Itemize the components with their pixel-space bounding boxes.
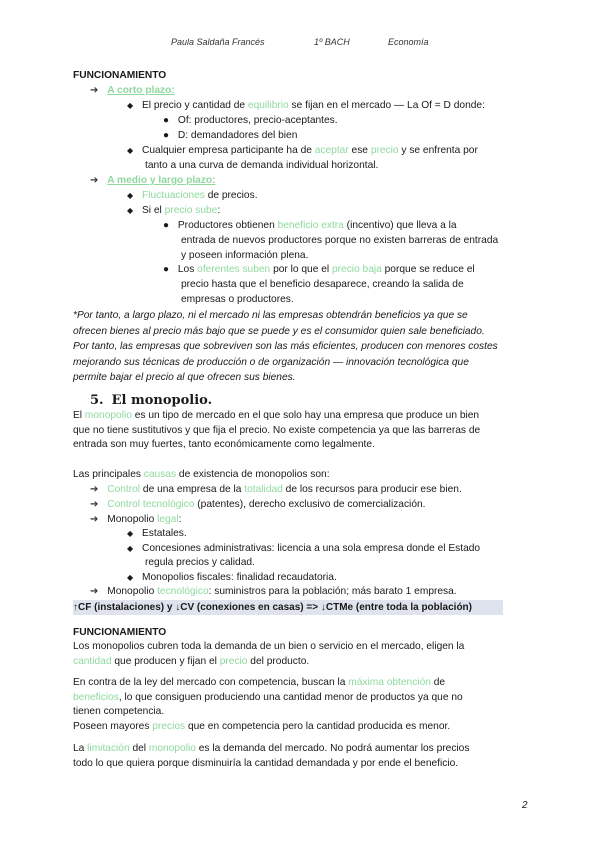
arrow-right-icon: ➔: [90, 175, 99, 186]
list-item: ◆ Concesiones administrativas: licencia a una sola empresa donde el Estado: [127, 543, 481, 554]
arrow-right-icon: ➔: [90, 499, 99, 510]
list-item: ● Of: productores, precio-aceptantes.: [163, 115, 338, 126]
funcionamiento-heading-2: FUNCIONAMIENTO: [73, 627, 167, 638]
list-item: ● Productores obtienen beneficio extra (incentivo) que lleva a la: [163, 220, 457, 231]
page-number: 2: [522, 800, 528, 811]
list-item: ● D: demandadores del bien: [163, 130, 298, 141]
list-item: ➔ Monopolio tecnológico: suministros para la población; más barato 1 empresa.: [90, 586, 457, 597]
list-item: ◆ Si el precio sube:: [127, 205, 221, 216]
section-heading: 5. El monopolio.: [90, 393, 213, 408]
list-item: ◆ El precio y cantidad de equilibrio se fijan en el mercado — La Of = D donde:: [127, 100, 485, 111]
paragraph: La limitación del monopolio es la demanda del mercado. No podrá aumentar los precios todo lo que quiera porque disminuiría la cantidad demandada y por ende el beneficio.: [73, 743, 470, 769]
list-item-cont: entrada de nuevos productores porque no existen barreras de entrada: [181, 235, 499, 246]
dot-bullet-icon: ●: [163, 115, 170, 126]
note-paragraph: *Por tanto, a largo plazo, ni el mercado ni las empresas obtendrán beneficios ya que se ofrecen bienes al precio más bajo que se puede y es el consumidor quien sale beneficiado. Por tanto, las empresas que sobreviven son las más eficientes, producen con menores costes mejorando sus técnicas de producción o de organización — innovación tecnológica que permite bajar el precio al que ofrecen sus bienes.: [73, 310, 498, 383]
list-item: ➔ Control de una empresa de la totalidad de los recursos para producir ese bien.: [90, 484, 462, 495]
list-item: ◆ Monopolios fiscales: finalidad recaudatoria.: [127, 572, 337, 583]
diamond-bullet-icon: ◆: [127, 544, 134, 553]
diamond-bullet-icon: ◆: [127, 529, 134, 538]
list-item: ➔ Control tecnológico (patentes), derecho exclusivo de comercialización.: [90, 499, 426, 510]
list-item: ◆ Cualquier empresa participante ha de aceptar ese precio y se enfrenta por: [127, 145, 478, 156]
funcionamiento-heading: FUNCIONAMIENTO: [73, 70, 167, 81]
list-item-cont: empresas o productores.: [181, 294, 294, 305]
paragraph: En contra de la ley del mercado con competencia, buscan la máxima obtención de beneficios, lo que consiguen produciendo una cantidad menor de productos ya que no tienen competencia. Poseen mayores precios que en competencia pero la cantidad producida es menor.: [73, 677, 463, 732]
long-term-row: [90, 174, 216, 189]
diamond-bullet-icon: ◆: [127, 206, 134, 215]
diamond-bullet-icon: ◆: [127, 146, 134, 155]
dot-bullet-icon: ●: [163, 220, 170, 231]
arrow-up-icon: ↑: [73, 602, 78, 613]
arrow-down-icon: ↓: [175, 602, 181, 613]
list-item-cont: tanto a una curva de demanda individual horizontal.: [145, 160, 379, 171]
intro-paragraph: El monopolio es un tipo de mercado en el que solo hay una empresa que produce un bien que no tiene sustitutivos y que fija el precio. No existe competencia ya que las barreras de entrada son muy fuertes, tanto económicamente como legalmente.: [73, 410, 481, 451]
diamond-bullet-icon: ◆: [127, 191, 134, 200]
list-item: ● Los oferentes suben por lo que el precio baja porque se reduce el: [163, 264, 475, 275]
dot-bullet-icon: ●: [163, 130, 170, 141]
arrow-right-icon: ➔: [90, 586, 99, 597]
list-item-cont: regula precios y calidad.: [145, 557, 255, 568]
header-course: 1º BACH: [314, 37, 350, 47]
arrow-right-icon: ➔: [90, 484, 99, 495]
paragraph: Los monopolios cubren toda la demanda de un bien o servicio en el mercado, eligen la cantidad que producen y fijan el precio del producto.: [73, 641, 465, 667]
header-author: Paula Saldaña Francés: [171, 37, 265, 47]
short-term-label: A corto plazo:: [107, 85, 175, 96]
cost-banner: ↑CF (instalaciones) y ↓CV (conexiones en casas) => ↓CTMe (entre toda la población): [73, 600, 503, 615]
list-item: ◆ Fluctuaciones de precios.: [127, 190, 258, 201]
list-item: ➔ Monopolio legal:: [90, 514, 182, 525]
causes-intro: Las principales causas de existencia de monopolios son:: [73, 469, 330, 480]
header-subject: Economía: [388, 37, 429, 47]
short-term-row: [90, 84, 175, 99]
dot-bullet-icon: ●: [163, 264, 170, 275]
diamond-bullet-icon: ◆: [127, 573, 134, 582]
list-item: ◆ Estatales.: [127, 528, 187, 539]
diamond-bullet-icon: ◆: [127, 101, 134, 110]
long-term-label: A medio y largo plazo:: [107, 175, 216, 186]
arrow-right-icon: ➔: [90, 85, 99, 96]
arrow-right-icon: ➔: [90, 514, 99, 525]
list-item-cont: precio hasta que el beneficio desaparece, creando la salida de: [181, 279, 464, 290]
list-item-cont: y poseen información plena.: [181, 250, 309, 261]
arrow-down-icon: ↓: [320, 602, 326, 613]
